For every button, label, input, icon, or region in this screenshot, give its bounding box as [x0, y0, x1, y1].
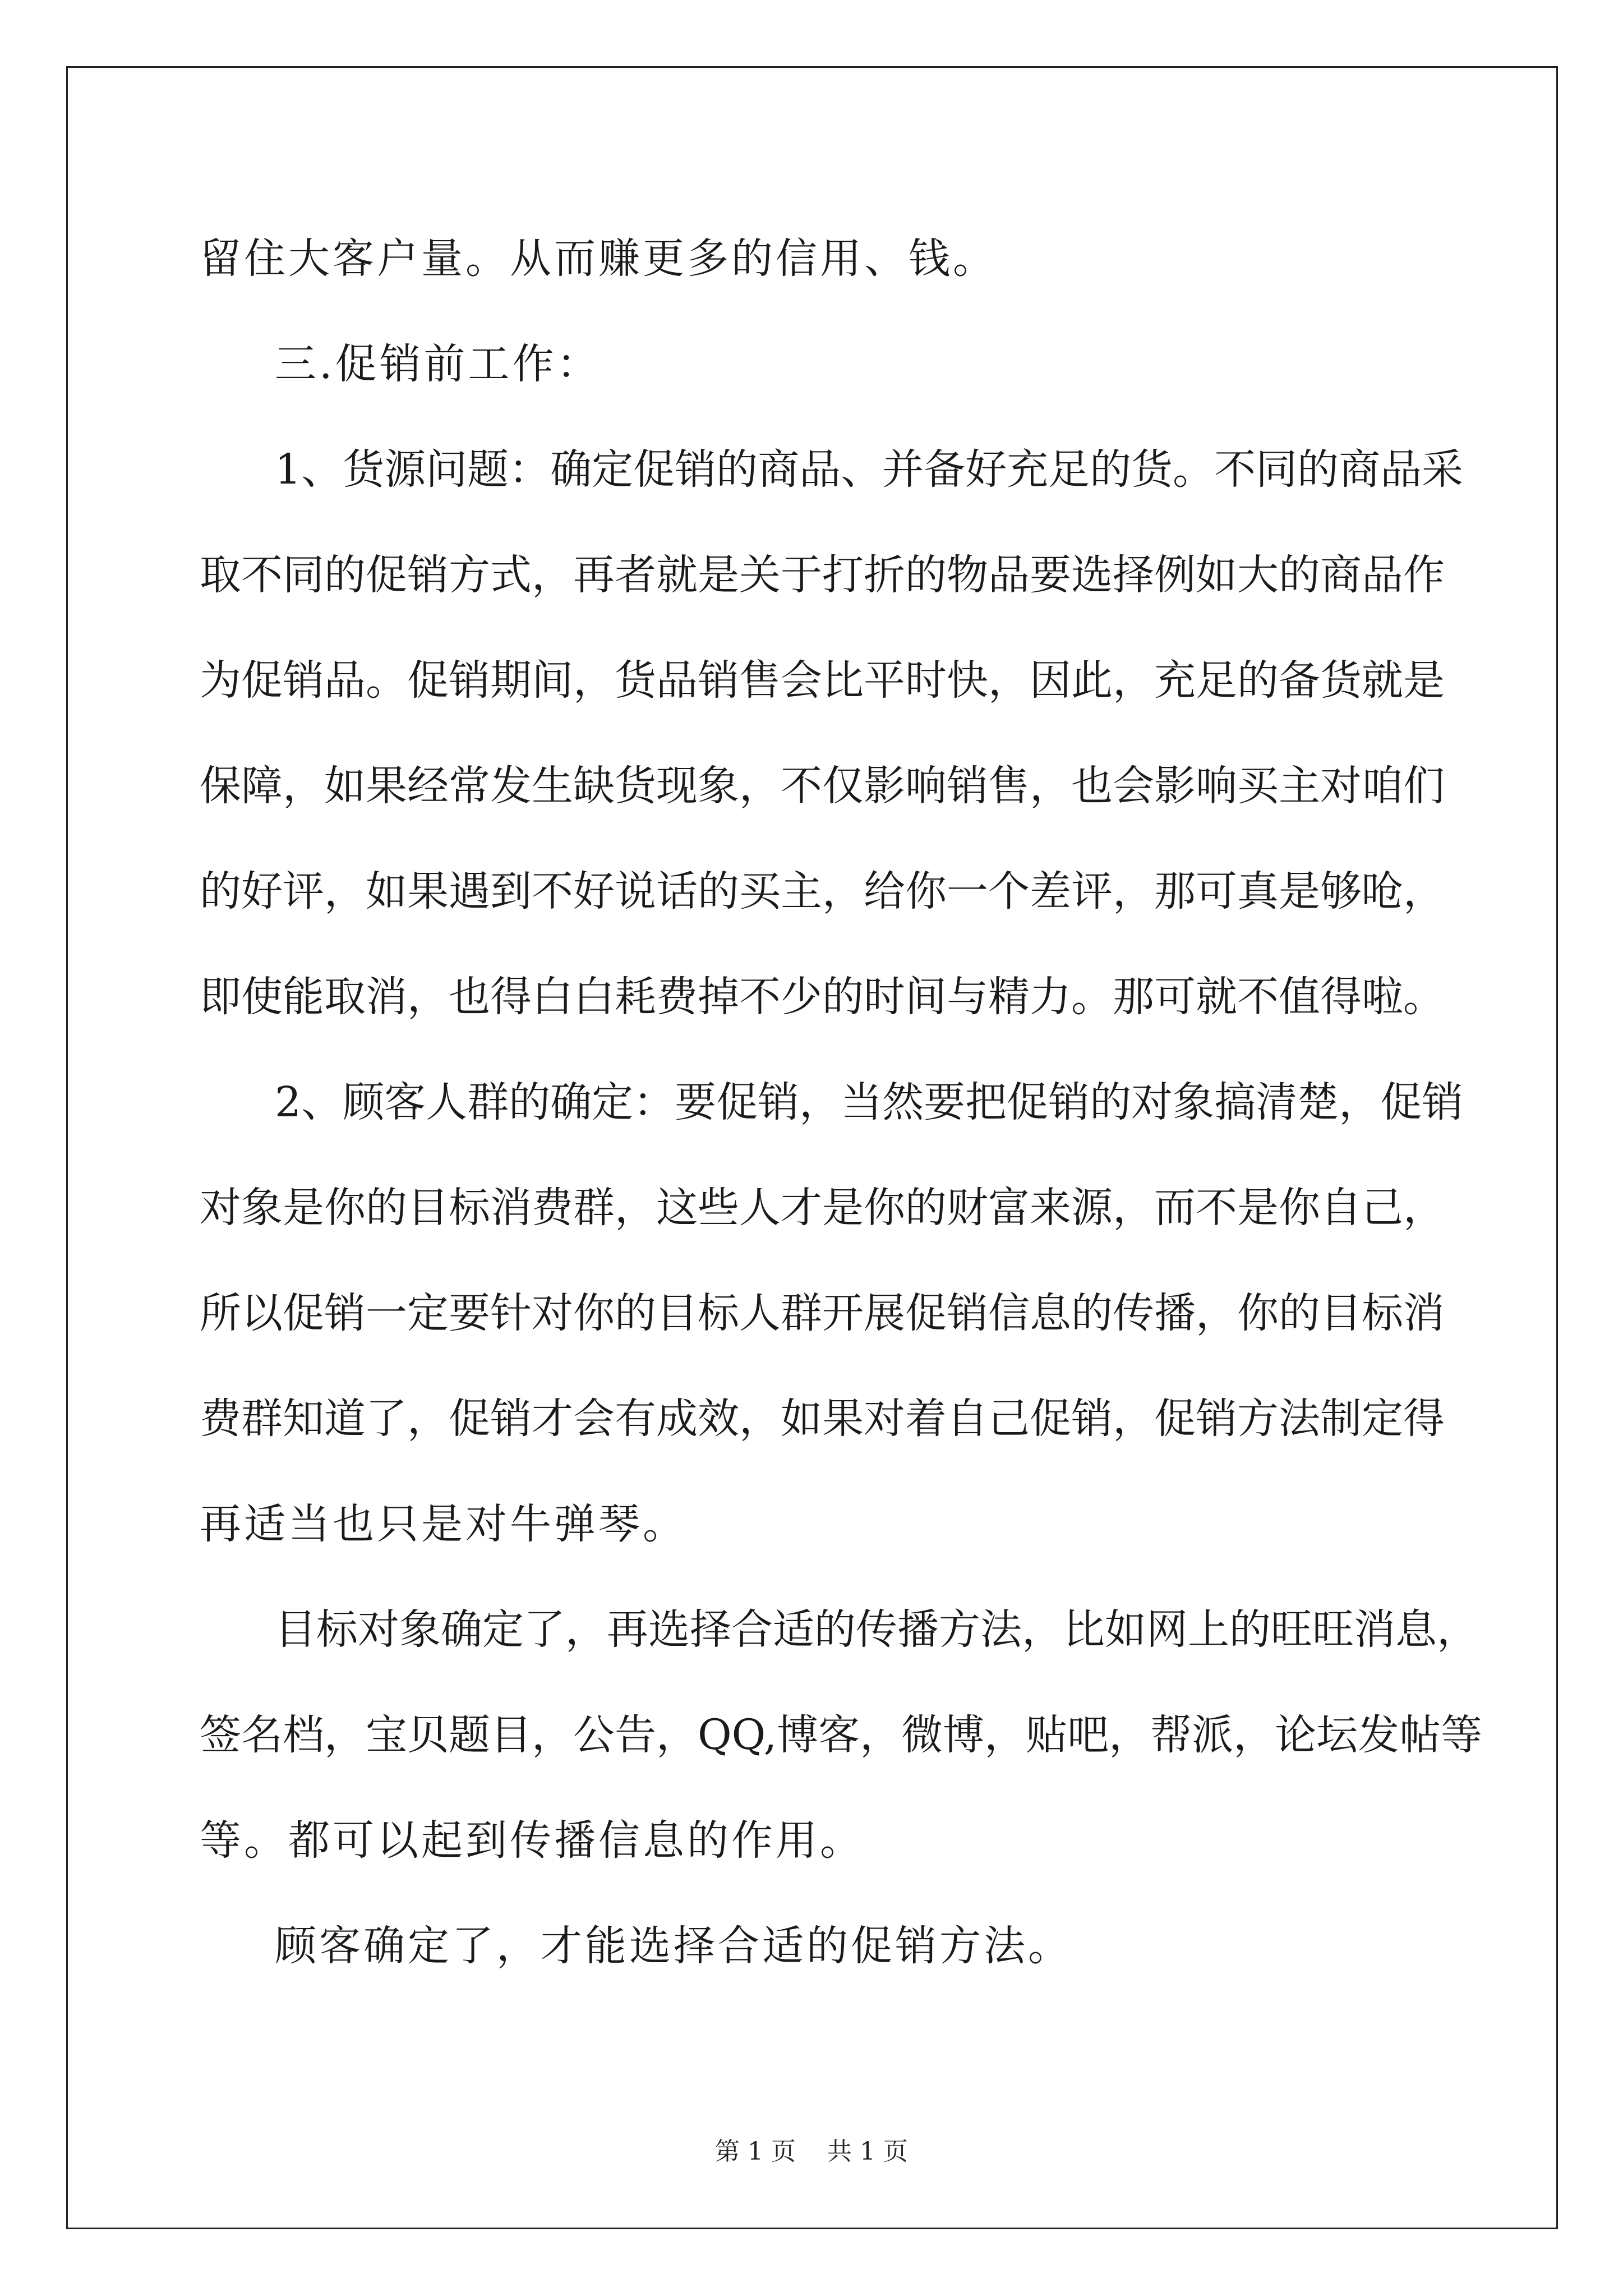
body-line: 1、货源问题：确定促销的商品、并备好充足的货。不同的商品采	[275, 445, 1464, 494]
body-line: 目标对象确定了，再选择合适的传播方法，比如网上的旺旺消息，	[275, 1605, 1478, 1654]
section-heading: 三.促销前工作：	[275, 340, 601, 388]
body-line: 2、顾客人群的确定：要促销，当然要把促销的对象搞清楚，促销	[275, 1078, 1464, 1126]
body-line: 等。都可以起到传播信息的作用。	[200, 1816, 864, 1865]
body-line: 的好评，如果遇到不好说话的买主，给你一个差评，那可真是够呛，	[200, 867, 1445, 915]
body-line: 保障，如果经常发生缺货现象，不仅影响销售，也会影响买主对咱们	[200, 762, 1445, 810]
body-line: 为促销品。促销期间，货品销售会比平时快，因此，充足的备货就是	[200, 656, 1445, 705]
body-line: 留住大客户量。从而赚更多的信用、钱。	[200, 234, 997, 283]
body-line: 对象是你的目标消费群，这些人才是你的财富来源，而不是你自己，	[200, 1184, 1445, 1232]
body-line: 顾客确定了，才能选择合适的促销方法。	[275, 1922, 1072, 1970]
body-line: 费群知道了，促销才会有成效，如果对着自己促销，促销方法制定得	[200, 1395, 1445, 1443]
body-line: 签名档，宝贝题目，公告，QQ,博客，微博，贴吧，帮派，论坛发帖等	[200, 1711, 1483, 1759]
body-line: 即使能取消，也得白白耗费掉不少的时间与精力。那可就不值得啦。	[200, 973, 1445, 1021]
page-border	[66, 66, 1558, 2229]
body-line: 所以促销一定要针对你的目标人群开展促销信息的传播，你的目标消	[200, 1289, 1445, 1337]
body-line: 取不同的促销方式，再者就是关于打折的物品要选择例如大的商品作	[200, 551, 1445, 599]
page-number-footer: 第 1 页 共 1 页	[715, 2137, 908, 2166]
body-line: 再适当也只是对牛弹琴。	[200, 1500, 687, 1548]
